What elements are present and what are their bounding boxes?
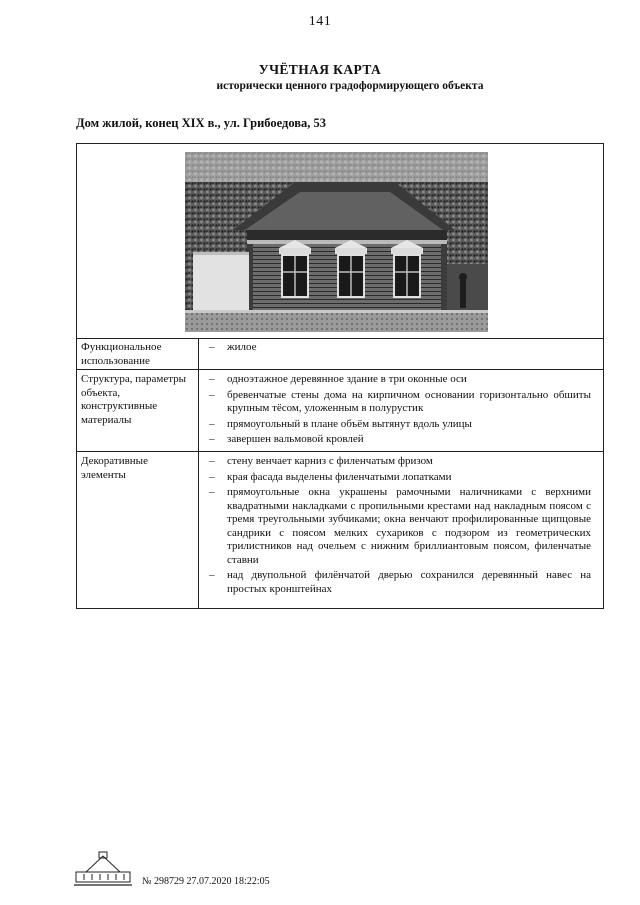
house-photo — [185, 152, 488, 332]
row-label: Структура, параметры объекта, конструктивные материалы — [77, 370, 199, 451]
dash-marker: – — [209, 417, 215, 430]
row-function — [77, 338, 603, 370]
photo-cell — [77, 144, 603, 339]
row-items — [199, 452, 603, 598]
list-item: – прямоугольные окна украшены рамочными наличниками с верхними квадратными накладками с пропильными крестами над накладным поясом с тремя треугольными зубчиками; окна венчают профилированные щипцовые сандрики с поясом мелких сухариков с подзором из геометрических трилистников над очельем с нижним бриллиантовым поясом, филенчатые ставни — [209, 486, 591, 566]
card-subtitle: исторически ценного градоформирующего объекта — [216, 80, 484, 92]
row-label: Функциональное использование — [77, 338, 199, 369]
row-structure — [77, 370, 603, 452]
list-item: – завершен вальмовой кровлей — [209, 433, 364, 445]
record-card-table — [76, 143, 604, 609]
list-item: – над двупольной филёнчатой дверью сохранился деревянный навес на простых кронштейнах — [209, 569, 591, 595]
object-name: Дом жилой, конец XIX в., ул. Грибоедова, 53 — [76, 116, 327, 130]
dash-marker: – — [209, 569, 215, 581]
dash-marker: – — [209, 470, 215, 483]
dash-marker: – — [209, 373, 215, 385]
page-number: 141 — [308, 14, 332, 29]
row-label: Декоративные элементы — [77, 452, 199, 608]
row-decor — [77, 452, 603, 608]
dash-marker: – — [209, 486, 215, 498]
list-item: – бревенчатые стены дома на кирпичном основании горизонтально обшиты крупным тёсом, уложенным в полурустик — [209, 388, 591, 414]
document-stamp: № 298729 27.07.2020 18:22:05 — [142, 876, 270, 887]
registry-seal-icon — [72, 850, 134, 888]
dash-marker: – — [209, 455, 215, 467]
dash-marker: – — [209, 433, 215, 445]
row-items — [199, 370, 603, 449]
card-title: УЧЁТНАЯ КАРТА — [258, 62, 382, 77]
list-item: – прямоугольный в плане объём вытянут вдоль улицы — [209, 417, 472, 430]
list-item: – стену венчает карниз с филенчатым фризом — [209, 455, 433, 467]
list-item: – одноэтажное деревянное здание в три оконные оси — [209, 373, 467, 385]
dash-marker: – — [209, 388, 215, 401]
row-items — [199, 338, 603, 357]
dash-marker: – — [209, 341, 215, 353]
list-item: – края фасада выделены филенчатыми лопатками — [209, 470, 452, 483]
list-item: – жилое — [209, 341, 257, 353]
